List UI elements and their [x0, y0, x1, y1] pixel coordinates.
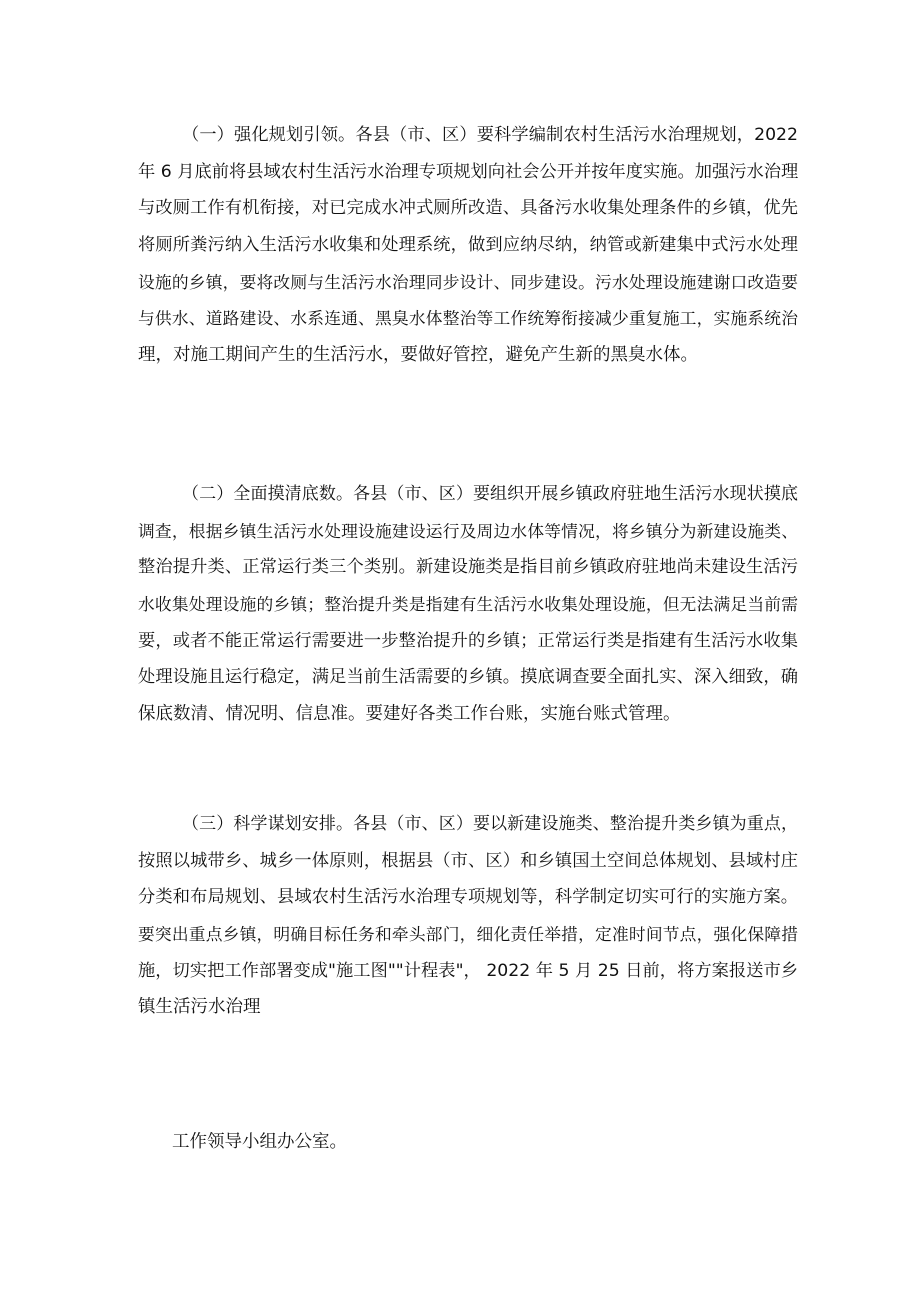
- paragraph-line: 调查，根据乡镇生活污水处理设施建设运行及周边水体等情况，将乡镇分为新建设施类、: [138, 520, 798, 541]
- paragraph-line: 要，或者不能正常运行需要进一步整治提升的乡镇；正常运行类是指建有生活污水收集: [138, 630, 798, 651]
- paragraph-line: 按照以城带乡、城乡一体原则，根据县（市、区）和乡镇国土空间总体规划、县域村庄: [138, 850, 798, 871]
- paragraph-line: 与改厕工作有机衔接，对已完成水冲式厕所改造、具备污水收集处理条件的乡镇，优先: [138, 198, 798, 219]
- paragraph-line: 镇生活污水治理: [138, 997, 261, 1018]
- paragraph-line: （二）全面摸清底数。各县（市、区）要组织开展乡镇政府驻地生活污水现状摸底: [182, 484, 798, 504]
- paragraph-office: [172, 1124, 832, 1161]
- paragraph-line: 将厕所粪污纳入生活污水收集和处理系统，做到应纳尽纳，纳管或新建集中式污水处理: [138, 235, 798, 256]
- paragraph-line: 设施的乡镇，要将改厕与生活污水治理同步设计、同步建设。污水处理设施建谢口改造要: [138, 271, 798, 292]
- paragraph-line: （一）强化规划引领。各县（市、区）要科学编制农村生活污水治理规划，2022: [182, 125, 798, 145]
- paragraph-line: 水收集处理设施的乡镇；整治提升类是指建有生活污水收集处理设施，但无法满足当前需: [138, 594, 798, 615]
- paragraph-line: 年 6 月底前将县域农村生活污水治理专项规划向社会公开并按年度实施。加强污水治理: [138, 161, 798, 182]
- paragraph-planning: [138, 117, 798, 374]
- paragraph-line: 施，切实把工作部署变成"施工图""计程表"， 2022 年 5 月 25 日前，将方案报送市乡: [138, 960, 798, 981]
- paragraph-line: 整治提升类、正常运行类三个类别。新建设施类是指目前乡镇政府驻地尚未建设生活污: [138, 557, 798, 578]
- paragraph-line: 工作领导小组办公室。: [172, 1132, 347, 1152]
- paragraph-line: 理，对施工期间产生的生活污水，要做好管控，避免产生新的黑臭水体。: [138, 345, 698, 366]
- paragraph-line: 分类和布局规划、县域农村生活污水治理专项规划等，科学制定切实可行的实施方案。: [138, 887, 798, 908]
- paragraph-line: 与供水、道路建设、水系连通、黑臭水体整治等工作统筹衔接减少重复施工，实施系统治: [138, 308, 798, 329]
- paragraph-line: 要突出重点乡镇，明确目标任务和牵头部门，细化责任举措，定准时间节点，强化保障措: [138, 924, 798, 945]
- paragraph-line: （三）科学谋划安排。各县（市、区）要以新建设施类、整治提升类乡镇为重点，: [182, 814, 798, 834]
- paragraph-line: 保底数清、情况明、信息准。要建好各类工作台账，实施台账式管理。: [138, 704, 681, 725]
- paragraph-arrangement: [138, 806, 798, 1026]
- paragraph-line: 处理设施且运行稳定，满足当前生活需要的乡镇。摸底调查要全面扎实、深入细致，确: [138, 667, 798, 688]
- paragraph-survey: [138, 476, 798, 733]
